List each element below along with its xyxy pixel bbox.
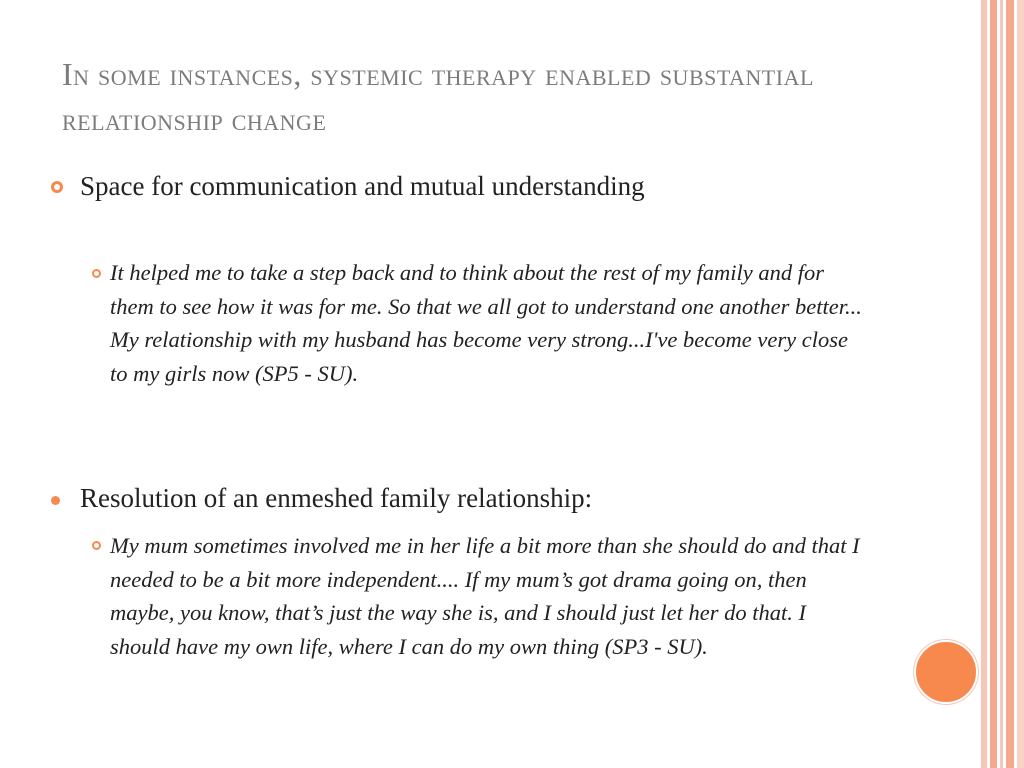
slide-title: In some instances, systemic therapy enabled substantial relationship change [62, 56, 814, 137]
sub-bullet-ring-icon [92, 269, 101, 278]
bullet-text: Resolution of an enmeshed family relationship: [80, 483, 593, 513]
quote-text: It helped me to take a step back and to think about the rest of my family and for them to see how it was for me. So that we all got to understand one another better... My relationship with my husband has become very strong...I've become very close to my girls now (SP5 - SU). [110, 260, 862, 386]
quote-text: My mum sometimes involved me in her life a bit more than she should do and that I needed to be a bit more independent.... If my mum’s got drama going on, then maybe, you know, that’s just the way she is, and I should just let her do that. I should have my own life, where I can do my own thing (SP3 - SU). [110, 533, 860, 659]
decorative-stripe [1017, 0, 1024, 768]
decorative-stripe [990, 0, 997, 768]
bullet-text: Space for communication and mutual understanding [80, 171, 645, 201]
sub-bullet-ring-icon [92, 541, 101, 550]
decorative-stripe [981, 0, 987, 768]
decorative-circle [914, 640, 978, 704]
bullet-dot-icon [51, 496, 60, 505]
decorative-stripe [1006, 0, 1014, 768]
decorative-stripe [1000, 0, 1003, 768]
bullet-ring-icon [51, 181, 63, 193]
